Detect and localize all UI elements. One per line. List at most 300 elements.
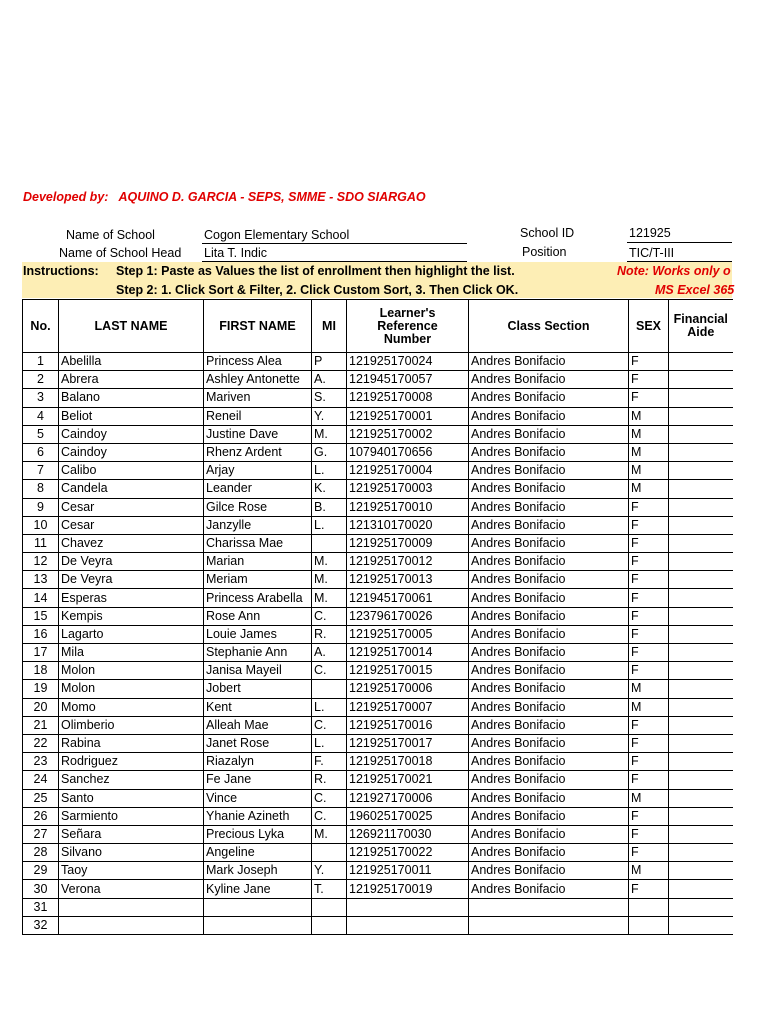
cell-lrn[interactable]: 121925170003 <box>347 480 469 498</box>
cell-financial-aide[interactable] <box>669 371 733 389</box>
cell-no[interactable]: 2 <box>23 371 59 389</box>
cell-financial-aide[interactable] <box>669 880 733 898</box>
cell-no[interactable]: 7 <box>23 462 59 480</box>
cell-no[interactable]: 19 <box>23 680 59 698</box>
col-header-aide-line1: Financial <box>673 312 728 326</box>
cell-section[interactable]: Andres Bonifacio <box>469 516 629 534</box>
cell-sex[interactable]: M <box>629 407 669 425</box>
cell-last-name[interactable]: Sanchez <box>59 771 204 789</box>
position-value[interactable]: TIC/T-III <box>629 246 675 260</box>
cell-last-name[interactable]: Molon <box>59 680 204 698</box>
cell-last-name[interactable]: Esperas <box>59 589 204 607</box>
cell-section[interactable] <box>469 916 629 934</box>
cell-mi[interactable] <box>312 534 347 552</box>
cell-sex[interactable]: F <box>629 498 669 516</box>
cell-first-name[interactable]: Princess Alea <box>204 353 312 371</box>
cell-no[interactable]: 12 <box>23 553 59 571</box>
cell-first-name[interactable]: Janisa Mayeil <box>204 662 312 680</box>
cell-no[interactable]: 3 <box>23 389 59 407</box>
cell-sex[interactable]: F <box>629 607 669 625</box>
cell-lrn[interactable]: 121925170009 <box>347 534 469 552</box>
cell-section[interactable]: Andres Bonifacio <box>469 753 629 771</box>
cell-first-name[interactable]: Leander <box>204 480 312 498</box>
cell-last-name[interactable]: Candela <box>59 480 204 498</box>
cell-mi[interactable]: L. <box>312 698 347 716</box>
instructions-label: Instructions: <box>23 264 99 278</box>
cell-mi[interactable]: M. <box>312 589 347 607</box>
cell-section[interactable]: Andres Bonifacio <box>469 371 629 389</box>
cell-financial-aide[interactable] <box>669 844 733 862</box>
cell-no[interactable]: 18 <box>23 662 59 680</box>
cell-sex[interactable]: F <box>629 644 669 662</box>
cell-section[interactable]: Andres Bonifacio <box>469 498 629 516</box>
cell-sex[interactable]: F <box>629 753 669 771</box>
table-row <box>23 898 733 916</box>
table-row <box>23 844 733 862</box>
table-row <box>23 625 733 643</box>
cell-mi[interactable]: C. <box>312 662 347 680</box>
cell-section[interactable]: Andres Bonifacio <box>469 716 629 734</box>
col-header-mi: MI <box>312 300 347 353</box>
cell-first-name[interactable]: Mark Joseph <box>204 862 312 880</box>
cell-financial-aide[interactable] <box>669 534 733 552</box>
cell-financial-aide[interactable] <box>669 553 733 571</box>
cell-first-name[interactable] <box>204 898 312 916</box>
cell-sex[interactable]: M <box>629 462 669 480</box>
cell-first-name[interactable]: Kent <box>204 698 312 716</box>
cell-first-name[interactable]: Rose Ann <box>204 607 312 625</box>
instructions-step2: Step 2: 1. Click Sort & Filter, 2. Click Custom Sort, 3. Then Click OK. <box>116 283 519 297</box>
cell-no[interactable]: 6 <box>23 443 59 461</box>
table-header-row <box>23 300 733 353</box>
cell-no[interactable]: 4 <box>23 407 59 425</box>
table-row <box>23 553 733 571</box>
cell-no[interactable]: 5 <box>23 425 59 443</box>
cell-no[interactable]: 29 <box>23 862 59 880</box>
cell-lrn[interactable]: 123796170026 <box>347 607 469 625</box>
cell-financial-aide[interactable] <box>669 353 733 371</box>
cell-last-name[interactable]: Lagarto <box>59 625 204 643</box>
cell-lrn[interactable]: 107940170656 <box>347 443 469 461</box>
cell-lrn[interactable]: 121925170022 <box>347 844 469 862</box>
cell-mi[interactable]: C. <box>312 716 347 734</box>
cell-last-name[interactable]: Sarmiento <box>59 807 204 825</box>
col-header-lrn-line1: Learner's Reference <box>377 305 438 333</box>
col-header-lrn-line2: Number <box>383 331 432 346</box>
cell-sex[interactable] <box>629 898 669 916</box>
table-row <box>23 807 733 825</box>
school-head-value[interactable]: Lita T. Indic <box>204 246 268 260</box>
cell-financial-aide[interactable] <box>669 425 733 443</box>
cell-sex[interactable]: M <box>629 443 669 461</box>
cell-no[interactable]: 15 <box>23 607 59 625</box>
cell-financial-aide[interactable] <box>669 662 733 680</box>
cell-section[interactable]: Andres Bonifacio <box>469 553 629 571</box>
cell-section[interactable]: Andres Bonifacio <box>469 407 629 425</box>
cell-section[interactable]: Andres Bonifacio <box>469 880 629 898</box>
cell-mi[interactable] <box>312 898 347 916</box>
cell-no[interactable]: 25 <box>23 789 59 807</box>
cell-last-name[interactable]: Caindoy <box>59 443 204 461</box>
cell-lrn[interactable]: 121925170008 <box>347 389 469 407</box>
cell-financial-aide[interactable] <box>669 571 733 589</box>
cell-first-name[interactable]: Meriam <box>204 571 312 589</box>
cell-sex[interactable]: M <box>629 680 669 698</box>
cell-first-name[interactable]: Fe Jane <box>204 771 312 789</box>
cell-financial-aide[interactable] <box>669 862 733 880</box>
cell-no[interactable]: 27 <box>23 825 59 843</box>
cell-lrn[interactable]: 126921170030 <box>347 825 469 843</box>
cell-financial-aide[interactable] <box>669 771 733 789</box>
table-row <box>23 443 733 461</box>
developer-credit <box>23 190 426 204</box>
cell-sex[interactable]: F <box>629 734 669 752</box>
cell-first-name[interactable]: Riazalyn <box>204 753 312 771</box>
cell-sex[interactable]: F <box>629 716 669 734</box>
cell-last-name[interactable]: Beliot <box>59 407 204 425</box>
cell-sex[interactable]: F <box>629 353 669 371</box>
cell-last-name[interactable]: Balano <box>59 389 204 407</box>
cell-no[interactable]: 13 <box>23 571 59 589</box>
cell-section[interactable]: Andres Bonifacio <box>469 571 629 589</box>
cell-last-name[interactable]: Caindoy <box>59 425 204 443</box>
col-header-first-name: FIRST NAME <box>204 300 312 353</box>
cell-financial-aide[interactable] <box>669 644 733 662</box>
cell-first-name[interactable]: Angeline <box>204 844 312 862</box>
school-name-label: Name of School <box>66 228 155 242</box>
cell-last-name[interactable]: Cesar <box>59 516 204 534</box>
cell-sex[interactable]: F <box>629 844 669 862</box>
cell-mi[interactable]: P <box>312 353 347 371</box>
cell-last-name[interactable]: Mila <box>59 644 204 662</box>
cell-lrn[interactable]: 121310170020 <box>347 516 469 534</box>
cell-no[interactable]: 9 <box>23 498 59 516</box>
cell-section[interactable]: Andres Bonifacio <box>469 625 629 643</box>
cell-financial-aide[interactable] <box>669 680 733 698</box>
cell-mi[interactable]: Y. <box>312 862 347 880</box>
table-row <box>23 516 733 534</box>
cell-last-name[interactable]: Verona <box>59 880 204 898</box>
cell-first-name[interactable]: Janet Rose <box>204 734 312 752</box>
cell-lrn[interactable]: 121925170021 <box>347 771 469 789</box>
cell-mi[interactable] <box>312 844 347 862</box>
cell-financial-aide[interactable] <box>669 498 733 516</box>
cell-lrn[interactable]: 121945170061 <box>347 589 469 607</box>
table-row <box>23 753 733 771</box>
cell-section[interactable]: Andres Bonifacio <box>469 480 629 498</box>
cell-section[interactable]: Andres Bonifacio <box>469 825 629 843</box>
cell-mi[interactable]: G. <box>312 443 347 461</box>
cell-financial-aide[interactable] <box>669 916 733 934</box>
table-row <box>23 862 733 880</box>
enrollment-table <box>22 299 733 935</box>
cell-mi[interactable]: M. <box>312 825 347 843</box>
cell-mi[interactable]: M. <box>312 553 347 571</box>
school-id-label: School ID <box>520 226 575 240</box>
cell-last-name[interactable] <box>59 898 204 916</box>
cell-section[interactable]: Andres Bonifacio <box>469 389 629 407</box>
cell-last-name[interactable]: Kempis <box>59 607 204 625</box>
cell-first-name[interactable]: Gilce Rose <box>204 498 312 516</box>
cell-no[interactable]: 17 <box>23 644 59 662</box>
cell-financial-aide[interactable] <box>669 389 733 407</box>
cell-no[interactable]: 16 <box>23 625 59 643</box>
cell-sex[interactable]: F <box>629 534 669 552</box>
cell-last-name[interactable]: Santo <box>59 789 204 807</box>
cell-sex[interactable]: F <box>629 516 669 534</box>
cell-lrn[interactable]: 121925170018 <box>347 753 469 771</box>
cell-lrn[interactable]: 121945170057 <box>347 371 469 389</box>
cell-no[interactable]: 10 <box>23 516 59 534</box>
developer-label: Developed by: <box>23 190 109 204</box>
cell-section[interactable]: Andres Bonifacio <box>469 680 629 698</box>
cell-section[interactable]: Andres Bonifacio <box>469 662 629 680</box>
cell-sex[interactable]: M <box>629 425 669 443</box>
cell-financial-aide[interactable] <box>669 462 733 480</box>
cell-mi[interactable]: R. <box>312 625 347 643</box>
cell-no[interactable]: 26 <box>23 807 59 825</box>
cell-sex[interactable]: F <box>629 825 669 843</box>
cell-mi[interactable] <box>312 916 347 934</box>
cell-section[interactable]: Andres Bonifacio <box>469 644 629 662</box>
cell-mi[interactable] <box>312 680 347 698</box>
cell-lrn[interactable]: 121927170006 <box>347 789 469 807</box>
cell-financial-aide[interactable] <box>669 443 733 461</box>
compat-note-excel: MS Excel 365 <box>655 283 735 297</box>
cell-first-name[interactable]: Jobert <box>204 680 312 698</box>
cell-financial-aide[interactable] <box>669 825 733 843</box>
col-header-sex: SEX <box>629 300 669 353</box>
cell-last-name[interactable]: Silvano <box>59 844 204 862</box>
school-head-label: Name of School Head <box>59 246 182 260</box>
cell-lrn[interactable]: 121925170012 <box>347 553 469 571</box>
cell-mi[interactable]: L. <box>312 734 347 752</box>
cell-last-name[interactable]: Rabina <box>59 734 204 752</box>
cell-lrn[interactable]: 121925170002 <box>347 425 469 443</box>
cell-mi[interactable]: C. <box>312 807 347 825</box>
cell-mi[interactable]: K. <box>312 480 347 498</box>
cell-lrn[interactable]: 121925170007 <box>347 698 469 716</box>
cell-last-name[interactable]: Olimberio <box>59 716 204 734</box>
cell-sex[interactable]: F <box>629 662 669 680</box>
cell-last-name[interactable]: Chavez <box>59 534 204 552</box>
cell-section[interactable]: Andres Bonifacio <box>469 353 629 371</box>
cell-mi[interactable]: C. <box>312 789 347 807</box>
school-id-value[interactable]: 121925 <box>629 226 671 240</box>
table-row <box>23 371 733 389</box>
cell-last-name[interactable]: Abelilla <box>59 353 204 371</box>
cell-last-name[interactable]: De Veyra <box>59 553 204 571</box>
cell-last-name[interactable]: De Veyra <box>59 571 204 589</box>
cell-mi[interactable]: Y. <box>312 407 347 425</box>
table-row <box>23 462 733 480</box>
cell-last-name[interactable]: Rodriguez <box>59 753 204 771</box>
cell-first-name[interactable]: Charissa Mae <box>204 534 312 552</box>
cell-financial-aide[interactable] <box>669 407 733 425</box>
cell-section[interactable]: Andres Bonifacio <box>469 462 629 480</box>
cell-financial-aide[interactable] <box>669 734 733 752</box>
cell-last-name[interactable]: Momo <box>59 698 204 716</box>
cell-no[interactable]: 14 <box>23 589 59 607</box>
cell-no[interactable]: 31 <box>23 898 59 916</box>
cell-mi[interactable]: L. <box>312 462 347 480</box>
cell-section[interactable]: Andres Bonifacio <box>469 443 629 461</box>
table-row <box>23 825 733 843</box>
cell-sex[interactable]: F <box>629 589 669 607</box>
cell-sex[interactable]: F <box>629 625 669 643</box>
developer-name: AQUINO D. GARCIA - SEPS, SMME - SDO SIARGAO <box>118 190 426 204</box>
cell-no[interactable]: 23 <box>23 753 59 771</box>
cell-last-name[interactable]: Molon <box>59 662 204 680</box>
cell-financial-aide[interactable] <box>669 607 733 625</box>
cell-sex[interactable]: F <box>629 571 669 589</box>
table-row <box>23 407 733 425</box>
cell-mi[interactable]: A. <box>312 371 347 389</box>
cell-sex[interactable]: F <box>629 771 669 789</box>
cell-first-name[interactable]: Reneil <box>204 407 312 425</box>
cell-sex[interactable]: M <box>629 789 669 807</box>
compat-note: Note: Works only o <box>617 264 731 278</box>
cell-first-name[interactable]: Vince <box>204 789 312 807</box>
cell-lrn[interactable] <box>347 916 469 934</box>
cell-sex[interactable]: F <box>629 880 669 898</box>
cell-last-name[interactable]: Taoy <box>59 862 204 880</box>
cell-first-name[interactable]: Precious Lyka <box>204 825 312 843</box>
cell-lrn[interactable]: 121925170006 <box>347 680 469 698</box>
cell-mi[interactable]: B. <box>312 498 347 516</box>
cell-first-name[interactable]: Mariven <box>204 389 312 407</box>
cell-lrn[interactable]: 121925170010 <box>347 498 469 516</box>
col-header-aide-line2: Aide <box>687 325 715 339</box>
cell-mi[interactable]: C. <box>312 607 347 625</box>
cell-mi[interactable]: S. <box>312 389 347 407</box>
cell-section[interactable]: Andres Bonifacio <box>469 607 629 625</box>
cell-first-name[interactable] <box>204 916 312 934</box>
table-row <box>23 571 733 589</box>
cell-financial-aide[interactable] <box>669 753 733 771</box>
cell-no[interactable]: 22 <box>23 734 59 752</box>
cell-no[interactable]: 24 <box>23 771 59 789</box>
cell-financial-aide[interactable] <box>669 898 733 916</box>
cell-last-name[interactable] <box>59 916 204 934</box>
cell-section[interactable] <box>469 898 629 916</box>
cell-lrn[interactable]: 121925170024 <box>347 353 469 371</box>
cell-financial-aide[interactable] <box>669 807 733 825</box>
cell-no[interactable]: 20 <box>23 698 59 716</box>
cell-no[interactable]: 30 <box>23 880 59 898</box>
cell-first-name[interactable]: Stephanie Ann <box>204 644 312 662</box>
cell-no[interactable]: 28 <box>23 844 59 862</box>
cell-sex[interactable] <box>629 916 669 934</box>
cell-lrn[interactable]: 121925170014 <box>347 644 469 662</box>
cell-no[interactable]: 1 <box>23 353 59 371</box>
table-row <box>23 644 733 662</box>
cell-first-name[interactable]: Kyline Jane <box>204 880 312 898</box>
cell-first-name[interactable]: Louie James <box>204 625 312 643</box>
cell-section[interactable]: Andres Bonifacio <box>469 589 629 607</box>
cell-section[interactable]: Andres Bonifacio <box>469 425 629 443</box>
cell-no[interactable]: 11 <box>23 534 59 552</box>
cell-lrn[interactable]: 121925170013 <box>347 571 469 589</box>
cell-first-name[interactable]: Ashley Antonette <box>204 371 312 389</box>
table-row <box>23 880 733 898</box>
cell-lrn[interactable]: 121925170019 <box>347 880 469 898</box>
cell-first-name[interactable]: Yhanie Azineth <box>204 807 312 825</box>
cell-mi[interactable]: M. <box>312 571 347 589</box>
cell-financial-aide[interactable] <box>669 789 733 807</box>
cell-lrn[interactable]: 121925170001 <box>347 407 469 425</box>
cell-lrn[interactable]: 121925170004 <box>347 462 469 480</box>
cell-section[interactable]: Andres Bonifacio <box>469 789 629 807</box>
cell-no[interactable]: 21 <box>23 716 59 734</box>
table-row <box>23 916 733 934</box>
cell-last-name[interactable]: Abrera <box>59 371 204 389</box>
cell-first-name[interactable]: Marian <box>204 553 312 571</box>
cell-lrn[interactable]: 121925170017 <box>347 734 469 752</box>
cell-first-name[interactable]: Princess Arabella <box>204 589 312 607</box>
cell-first-name[interactable]: Janzylle <box>204 516 312 534</box>
col-header-lrn <box>347 300 469 353</box>
cell-last-name[interactable]: Cesar <box>59 498 204 516</box>
school-name-value[interactable]: Cogon Elementary School <box>204 228 350 242</box>
cell-section[interactable]: Andres Bonifacio <box>469 807 629 825</box>
cell-financial-aide[interactable] <box>669 480 733 498</box>
cell-sex[interactable]: F <box>629 807 669 825</box>
cell-lrn[interactable]: 121925170011 <box>347 862 469 880</box>
cell-section[interactable]: Andres Bonifacio <box>469 698 629 716</box>
cell-mi[interactable]: T. <box>312 880 347 898</box>
cell-section[interactable]: Andres Bonifacio <box>469 734 629 752</box>
cell-sex[interactable]: F <box>629 371 669 389</box>
cell-financial-aide[interactable] <box>669 698 733 716</box>
cell-last-name[interactable]: Señara <box>59 825 204 843</box>
cell-section[interactable]: Andres Bonifacio <box>469 844 629 862</box>
cell-sex[interactable]: M <box>629 698 669 716</box>
cell-sex[interactable]: M <box>629 862 669 880</box>
cell-first-name[interactable]: Justine Dave <box>204 425 312 443</box>
cell-mi[interactable]: L. <box>312 516 347 534</box>
cell-last-name[interactable]: Calibo <box>59 462 204 480</box>
cell-financial-aide[interactable] <box>669 716 733 734</box>
table-row <box>23 771 733 789</box>
cell-first-name[interactable]: Arjay <box>204 462 312 480</box>
cell-financial-aide[interactable] <box>669 516 733 534</box>
cell-financial-aide[interactable] <box>669 589 733 607</box>
cell-lrn[interactable]: 121925170005 <box>347 625 469 643</box>
cell-lrn[interactable]: 121925170016 <box>347 716 469 734</box>
cell-no[interactable]: 32 <box>23 916 59 934</box>
cell-sex[interactable]: F <box>629 389 669 407</box>
cell-sex[interactable]: M <box>629 480 669 498</box>
cell-mi[interactable]: A. <box>312 644 347 662</box>
cell-lrn[interactable]: 121925170015 <box>347 662 469 680</box>
cell-mi[interactable]: M. <box>312 425 347 443</box>
cell-mi[interactable]: R. <box>312 771 347 789</box>
cell-section[interactable]: Andres Bonifacio <box>469 862 629 880</box>
cell-lrn[interactable]: 196025170025 <box>347 807 469 825</box>
col-header-section: Class Section <box>469 300 629 353</box>
cell-first-name[interactable]: Rhenz Ardent <box>204 443 312 461</box>
cell-sex[interactable]: F <box>629 553 669 571</box>
cell-lrn[interactable] <box>347 898 469 916</box>
cell-section[interactable]: Andres Bonifacio <box>469 771 629 789</box>
cell-no[interactable]: 8 <box>23 480 59 498</box>
cell-financial-aide[interactable] <box>669 625 733 643</box>
cell-section[interactable]: Andres Bonifacio <box>469 534 629 552</box>
table-row <box>23 353 733 371</box>
cell-first-name[interactable]: Alleah Mae <box>204 716 312 734</box>
cell-mi[interactable]: F. <box>312 753 347 771</box>
